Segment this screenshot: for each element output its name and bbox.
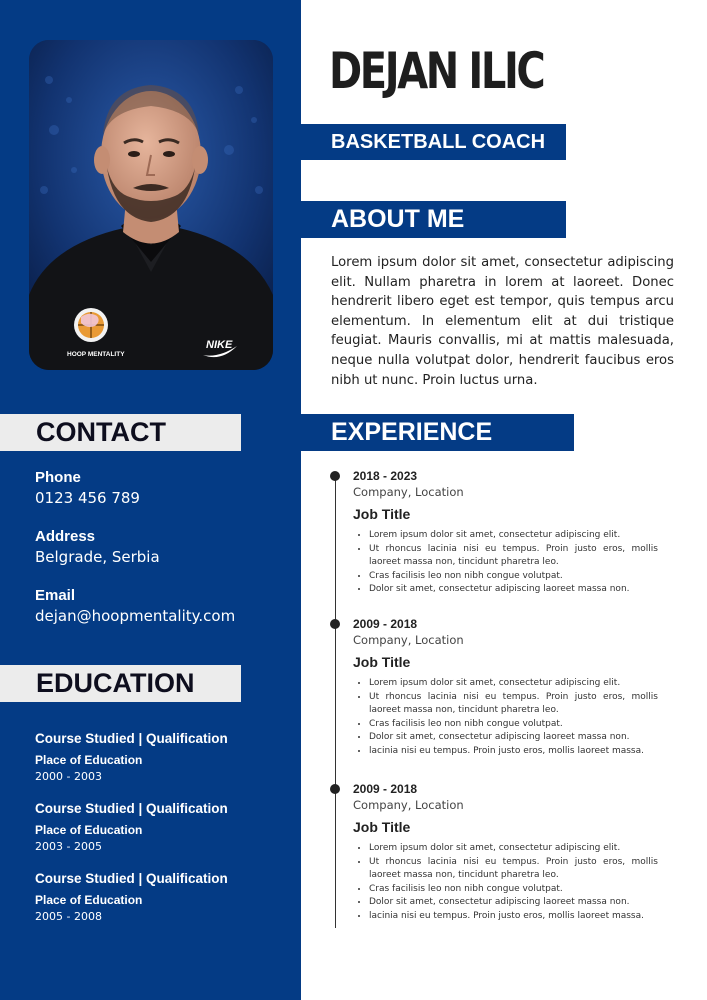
address-label: Address (35, 528, 96, 545)
job-years: 2018 - 2023 (353, 469, 418, 483)
job-years: 2009 - 2018 (353, 782, 418, 796)
job-title: Job Title (353, 819, 411, 835)
job-bullets (353, 677, 658, 759)
education-years: 2000 - 2003 (35, 770, 102, 783)
job-entry (353, 617, 658, 759)
education-course: Course Studied | Qualification (35, 731, 228, 746)
job-bullet: • Dolor sit amet, consectetur adipiscing laoreet massa non. (369, 731, 658, 745)
job-title: Job Title (353, 654, 411, 670)
education-course: Course Studied | Qualification (35, 871, 228, 886)
job-bullet: • Dolor sit amet, consectetur adipiscing laoreet massa non. (369, 583, 658, 597)
job-bullet: • lacinia nisi eu tempus. Proin justo eros, mollis laoreet massa. (369, 910, 658, 924)
job-entry (353, 469, 658, 597)
about-heading: ABOUT ME (301, 201, 566, 238)
email-label: Email (35, 587, 76, 604)
address-value: Belgrade, Serbia (35, 548, 160, 566)
job-bullet: • Cras facilisis leo non nibh congue volutpat. (369, 883, 658, 897)
timeline-dot (330, 784, 340, 794)
phone-label: Phone (35, 469, 81, 486)
education-place: Place of Education (35, 893, 143, 907)
profile-photo (29, 40, 273, 370)
job-bullet: • Dolor sit amet, consectetur adipiscing laoreet massa non. (369, 896, 658, 910)
about-text: Lorem ipsum dolor sit amet, consectetur adipiscing elit. Nullam pharetra in lorem at laoreet. Donec hendrerit libero eget est tempor, quis tempus arcu elementum. In elementum elit at dui tristique feugiat. Mauris convallis, mi at mattis malesuada, neque nulla volutpat dolor, hendrerit faucibus eros nibh ut nunc. Proin luctus urna. (331, 255, 674, 388)
job-bullet: • Lorem ipsum dolor sit amet, consectetur adipiscing elit. (369, 842, 658, 856)
timeline-dot (330, 471, 340, 481)
timeline-line (335, 474, 336, 928)
nike-logo-text: NIKE (206, 339, 233, 351)
job-years: 2009 - 2018 (353, 617, 418, 631)
education-place: Place of Education (35, 753, 143, 767)
job-bullets (353, 529, 658, 597)
phone-value: 0123 456 789 (35, 489, 140, 507)
job-company: Company, Location (353, 485, 464, 499)
contact-heading: CONTACT (0, 414, 241, 451)
education-place: Place of Education (35, 823, 143, 837)
email-value[interactable]: dejan@hoopmentality.com (35, 607, 236, 625)
shirt-logo-text: HOOP MENTALITY (67, 351, 125, 358)
timeline-dot (330, 619, 340, 629)
experience-heading: EXPERIENCE (301, 414, 574, 451)
job-bullet: • Cras facilisis leo non nibh congue volutpat. (369, 570, 658, 584)
role-title: BASKETBALL COACH (301, 124, 566, 160)
job-title: Job Title (353, 506, 411, 522)
education-heading: EDUCATION (0, 665, 241, 702)
job-bullet: • lacinia nisi eu tempus. Proin justo eros, mollis laoreet massa. (369, 745, 658, 759)
job-bullet: • Cras facilisis leo non nibh congue volutpat. (369, 718, 658, 732)
job-entry (353, 782, 658, 924)
job-company: Company, Location (353, 633, 464, 647)
education-years: 2005 - 2008 (35, 910, 102, 923)
education-years: 2003 - 2005 (35, 840, 102, 853)
job-bullet: • Ut rhoncus lacinia nisi eu tempus. Proin justo eros, mollis laoreet massa non, tincidunt pharetra leo. (369, 856, 658, 883)
job-bullet: • Lorem ipsum dolor sit amet, consectetur adipiscing elit. (369, 529, 658, 543)
job-bullet: • Lorem ipsum dolor sit amet, consectetur adipiscing elit. (369, 677, 658, 691)
job-bullet: • Ut rhoncus lacinia nisi eu tempus. Proin justo eros, mollis laoreet massa non, tincidunt pharetra leo. (369, 543, 658, 570)
person-name: DEJAN ILIC (329, 42, 544, 100)
job-bullets (353, 842, 658, 924)
education-course: Course Studied | Qualification (35, 801, 228, 816)
job-bullet: • Ut rhoncus lacinia nisi eu tempus. Proin justo eros, mollis laoreet massa non, tincidunt pharetra leo. (369, 691, 658, 718)
job-company: Company, Location (353, 798, 464, 812)
